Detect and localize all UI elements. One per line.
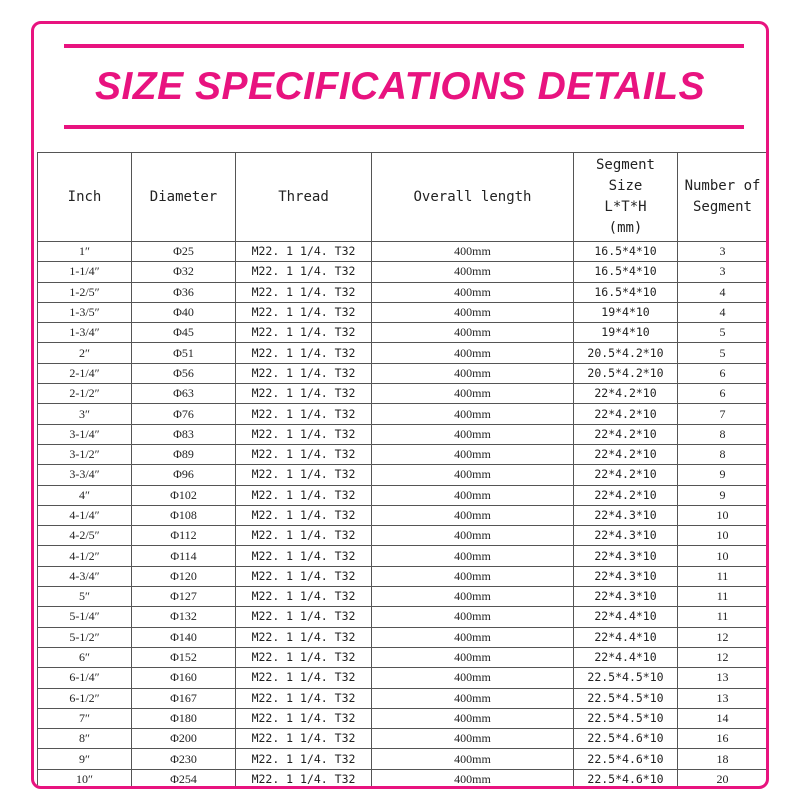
overall-length-cell: 400mm bbox=[372, 404, 574, 424]
inch-cell: 4-1/2″ bbox=[38, 546, 132, 566]
table-row bbox=[38, 485, 768, 505]
inch-cell: 1-3/5″ bbox=[38, 302, 132, 322]
overall-length-cell: 400mm bbox=[372, 242, 574, 262]
table-row bbox=[38, 343, 768, 363]
segment-count-cell: 8 bbox=[678, 424, 768, 444]
segment-count-cell: 16 bbox=[678, 729, 768, 749]
diameter-cell: Φ108 bbox=[132, 505, 236, 525]
inch-cell: 3-1/4″ bbox=[38, 424, 132, 444]
segment-size-cell: 22*4.3*10 bbox=[574, 587, 678, 607]
diameter-cell: Φ180 bbox=[132, 708, 236, 728]
diameter-cell: Φ40 bbox=[132, 302, 236, 322]
segment-count-cell: 4 bbox=[678, 282, 768, 302]
thread-cell: M22. 1 1/4. T32 bbox=[236, 343, 372, 363]
inch-cell: 6″ bbox=[38, 647, 132, 667]
thread-cell: M22. 1 1/4. T32 bbox=[236, 384, 372, 404]
table-row bbox=[38, 668, 768, 688]
diameter-cell: Φ56 bbox=[132, 363, 236, 383]
thread-cell: M22. 1 1/4. T32 bbox=[236, 769, 372, 789]
segment-count-cell: 11 bbox=[678, 607, 768, 627]
diameter-cell: Φ36 bbox=[132, 282, 236, 302]
table-row bbox=[38, 465, 768, 485]
segment-count-cell: 12 bbox=[678, 647, 768, 667]
overall-length-cell: 400mm bbox=[372, 485, 574, 505]
segment-size-cell: 22*4.2*10 bbox=[574, 404, 678, 424]
title-bottom-rule bbox=[64, 125, 744, 129]
overall-length-cell: 400mm bbox=[372, 647, 574, 667]
segment-size-cell: 22*4.3*10 bbox=[574, 526, 678, 546]
thread-cell: M22. 1 1/4. T32 bbox=[236, 587, 372, 607]
thread-cell: M22. 1 1/4. T32 bbox=[236, 708, 372, 728]
thread-cell: M22. 1 1/4. T32 bbox=[236, 566, 372, 586]
overall-length-cell: 400mm bbox=[372, 465, 574, 485]
inch-cell: 1″ bbox=[38, 242, 132, 262]
diameter-cell: Φ160 bbox=[132, 668, 236, 688]
diameter-cell: Φ51 bbox=[132, 343, 236, 363]
table-row bbox=[38, 302, 768, 322]
inch-cell: 4-2/5″ bbox=[38, 526, 132, 546]
segment-count-cell: 6 bbox=[678, 363, 768, 383]
segment-size-cell: 22*4.2*10 bbox=[574, 465, 678, 485]
segment-size-cell: 16.5*4*10 bbox=[574, 242, 678, 262]
diameter-cell: Φ102 bbox=[132, 485, 236, 505]
table-row bbox=[38, 627, 768, 647]
overall-length-cell: 400mm bbox=[372, 607, 574, 627]
thread-cell: M22. 1 1/4. T32 bbox=[236, 526, 372, 546]
table-row bbox=[38, 444, 768, 464]
overall-length-cell: 400mm bbox=[372, 262, 574, 282]
overall-length-cell: 400mm bbox=[372, 424, 574, 444]
thread-cell: M22. 1 1/4. T32 bbox=[236, 424, 372, 444]
table-row bbox=[38, 607, 768, 627]
inch-cell: 5-1/4″ bbox=[38, 607, 132, 627]
overall-length-cell: 400mm bbox=[372, 729, 574, 749]
diameter-cell: Φ45 bbox=[132, 323, 236, 343]
thread-cell: M22. 1 1/4. T32 bbox=[236, 302, 372, 322]
segment-size-cell: 22*4.2*10 bbox=[574, 444, 678, 464]
table-row bbox=[38, 526, 768, 546]
table-row bbox=[38, 384, 768, 404]
header-segment-size bbox=[574, 153, 678, 242]
thread-cell: M22. 1 1/4. T32 bbox=[236, 749, 372, 769]
overall-length-cell: 400mm bbox=[372, 546, 574, 566]
overall-length-cell: 400mm bbox=[372, 444, 574, 464]
diameter-cell: Φ200 bbox=[132, 729, 236, 749]
overall-length-cell: 400mm bbox=[372, 302, 574, 322]
inch-cell: 9″ bbox=[38, 749, 132, 769]
table-row bbox=[38, 749, 768, 769]
overall-length-cell: 400mm bbox=[372, 769, 574, 789]
segment-size-cell: 22*4.3*10 bbox=[574, 566, 678, 586]
diameter-cell: Φ127 bbox=[132, 587, 236, 607]
table-row bbox=[38, 587, 768, 607]
thread-cell: M22. 1 1/4. T32 bbox=[236, 505, 372, 525]
segment-count-cell: 13 bbox=[678, 688, 768, 708]
thread-cell: M22. 1 1/4. T32 bbox=[236, 627, 372, 647]
inch-cell: 2-1/2″ bbox=[38, 384, 132, 404]
thread-cell: M22. 1 1/4. T32 bbox=[236, 546, 372, 566]
header-number-of-segment bbox=[678, 153, 768, 242]
segment-size-cell: 20.5*4.2*10 bbox=[574, 363, 678, 383]
inch-cell: 4-3/4″ bbox=[38, 566, 132, 586]
header-overall-length: Overall length bbox=[372, 153, 574, 242]
table-row bbox=[38, 729, 768, 749]
thread-cell: M22. 1 1/4. T32 bbox=[236, 607, 372, 627]
header-thread: Thread bbox=[236, 153, 372, 242]
table-row bbox=[38, 566, 768, 586]
segment-count-cell: 10 bbox=[678, 546, 768, 566]
overall-length-cell: 400mm bbox=[372, 526, 574, 546]
segment-size-cell: 22.5*4.5*10 bbox=[574, 688, 678, 708]
segment-size-cell: 22*4.2*10 bbox=[574, 384, 678, 404]
inch-cell: 2″ bbox=[38, 343, 132, 363]
segment-size-cell: 22.5*4.6*10 bbox=[574, 729, 678, 749]
inch-cell: 3″ bbox=[38, 404, 132, 424]
header-segment-line-3: L*T*H bbox=[604, 199, 647, 215]
table-header-row bbox=[38, 153, 768, 242]
overall-length-cell: 400mm bbox=[372, 343, 574, 363]
segment-count-cell: 12 bbox=[678, 627, 768, 647]
inch-cell: 10″ bbox=[38, 769, 132, 789]
overall-length-cell: 400mm bbox=[372, 505, 574, 525]
header-number-line-1: Number of bbox=[684, 178, 761, 194]
segment-size-cell: 22*4.2*10 bbox=[574, 485, 678, 505]
header-inch: Inch bbox=[38, 153, 132, 242]
header-number-line-2: Segment bbox=[692, 199, 752, 215]
table-row bbox=[38, 282, 768, 302]
inch-cell: 3-3/4″ bbox=[38, 465, 132, 485]
table-row bbox=[38, 404, 768, 424]
segment-size-cell: 22*4.4*10 bbox=[574, 647, 678, 667]
diameter-cell: Φ167 bbox=[132, 688, 236, 708]
overall-length-cell: 400mm bbox=[372, 363, 574, 383]
table-row bbox=[38, 363, 768, 383]
title-top-rule bbox=[64, 44, 744, 48]
thread-cell: M22. 1 1/4. T32 bbox=[236, 688, 372, 708]
inch-cell: 6-1/4″ bbox=[38, 668, 132, 688]
segment-count-cell: 9 bbox=[678, 465, 768, 485]
segment-count-cell: 5 bbox=[678, 323, 768, 343]
table-row bbox=[38, 769, 768, 789]
diameter-cell: Φ120 bbox=[132, 566, 236, 586]
segment-count-cell: 11 bbox=[678, 587, 768, 607]
header-segment-line-4: (mm) bbox=[608, 220, 643, 236]
inch-cell: 8″ bbox=[38, 729, 132, 749]
thread-cell: M22. 1 1/4. T32 bbox=[236, 485, 372, 505]
table-row bbox=[38, 505, 768, 525]
header-segment-line-1: Segment bbox=[595, 157, 655, 173]
segment-count-cell: 3 bbox=[678, 262, 768, 282]
segment-size-cell: 22*4.4*10 bbox=[574, 607, 678, 627]
segment-size-cell: 22.5*4.5*10 bbox=[574, 708, 678, 728]
thread-cell: M22. 1 1/4. T32 bbox=[236, 729, 372, 749]
segment-size-cell: 22.5*4.6*10 bbox=[574, 749, 678, 769]
inch-cell: 2-1/4″ bbox=[38, 363, 132, 383]
segment-count-cell: 4 bbox=[678, 302, 768, 322]
segment-count-cell: 5 bbox=[678, 343, 768, 363]
inch-cell: 1-1/4″ bbox=[38, 262, 132, 282]
diameter-cell: Φ32 bbox=[132, 262, 236, 282]
segment-count-cell: 13 bbox=[678, 668, 768, 688]
diameter-cell: Φ140 bbox=[132, 627, 236, 647]
diameter-cell: Φ76 bbox=[132, 404, 236, 424]
segment-count-cell: 14 bbox=[678, 708, 768, 728]
table-row bbox=[38, 546, 768, 566]
segment-count-cell: 11 bbox=[678, 566, 768, 586]
thread-cell: M22. 1 1/4. T32 bbox=[236, 262, 372, 282]
overall-length-cell: 400mm bbox=[372, 627, 574, 647]
segment-size-cell: 16.5*4*10 bbox=[574, 262, 678, 282]
spec-table-body bbox=[38, 242, 768, 790]
segment-count-cell: 10 bbox=[678, 526, 768, 546]
segment-count-cell: 18 bbox=[678, 749, 768, 769]
segment-count-cell: 8 bbox=[678, 444, 768, 464]
table-row bbox=[38, 323, 768, 343]
overall-length-cell: 400mm bbox=[372, 323, 574, 343]
diameter-cell: Φ83 bbox=[132, 424, 236, 444]
overall-length-cell: 400mm bbox=[372, 668, 574, 688]
spec-table bbox=[37, 152, 768, 789]
overall-length-cell: 400mm bbox=[372, 384, 574, 404]
segment-count-cell: 20 bbox=[678, 769, 768, 789]
diameter-cell: Φ132 bbox=[132, 607, 236, 627]
inch-cell: 1-2/5″ bbox=[38, 282, 132, 302]
table-row bbox=[38, 424, 768, 444]
inch-cell: 4″ bbox=[38, 485, 132, 505]
diameter-cell: Φ114 bbox=[132, 546, 236, 566]
overall-length-cell: 400mm bbox=[372, 688, 574, 708]
inch-cell: 4-1/4″ bbox=[38, 505, 132, 525]
table-row bbox=[38, 647, 768, 667]
thread-cell: M22. 1 1/4. T32 bbox=[236, 668, 372, 688]
segment-count-cell: 7 bbox=[678, 404, 768, 424]
overall-length-cell: 400mm bbox=[372, 566, 574, 586]
page-title: SIZE SPECIFICATIONS DETAILS bbox=[94, 65, 706, 108]
inch-cell: 5-1/2″ bbox=[38, 627, 132, 647]
diameter-cell: Φ25 bbox=[132, 242, 236, 262]
thread-cell: M22. 1 1/4. T32 bbox=[236, 363, 372, 383]
table-row bbox=[38, 688, 768, 708]
table-row bbox=[38, 242, 768, 262]
segment-size-cell: 22*4.3*10 bbox=[574, 546, 678, 566]
inch-cell: 5″ bbox=[38, 587, 132, 607]
diameter-cell: Φ152 bbox=[132, 647, 236, 667]
segment-size-cell: 22*4.3*10 bbox=[574, 505, 678, 525]
header-segment-line-2: Size bbox=[608, 178, 643, 194]
table-row bbox=[38, 708, 768, 728]
segment-size-cell: 19*4*10 bbox=[574, 323, 678, 343]
overall-length-cell: 400mm bbox=[372, 708, 574, 728]
thread-cell: M22. 1 1/4. T32 bbox=[236, 323, 372, 343]
header-diameter: Diameter bbox=[132, 153, 236, 242]
thread-cell: M22. 1 1/4. T32 bbox=[236, 282, 372, 302]
segment-count-cell: 3 bbox=[678, 242, 768, 262]
thread-cell: M22. 1 1/4. T32 bbox=[236, 647, 372, 667]
segment-size-cell: 20.5*4.2*10 bbox=[574, 343, 678, 363]
diameter-cell: Φ112 bbox=[132, 526, 236, 546]
table-row bbox=[38, 262, 768, 282]
inch-cell: 7″ bbox=[38, 708, 132, 728]
inch-cell: 1-3/4″ bbox=[38, 323, 132, 343]
segment-size-cell: 22*4.4*10 bbox=[574, 627, 678, 647]
segment-count-cell: 9 bbox=[678, 485, 768, 505]
segment-size-cell: 22*4.2*10 bbox=[574, 424, 678, 444]
inch-cell: 6-1/2″ bbox=[38, 688, 132, 708]
spec-frame bbox=[31, 21, 769, 789]
overall-length-cell: 400mm bbox=[372, 587, 574, 607]
thread-cell: M22. 1 1/4. T32 bbox=[236, 242, 372, 262]
thread-cell: M22. 1 1/4. T32 bbox=[236, 465, 372, 485]
inch-cell: 3-1/2″ bbox=[38, 444, 132, 464]
overall-length-cell: 400mm bbox=[372, 282, 574, 302]
segment-count-cell: 6 bbox=[678, 384, 768, 404]
overall-length-cell: 400mm bbox=[372, 749, 574, 769]
segment-size-cell: 22.5*4.5*10 bbox=[574, 668, 678, 688]
segment-size-cell: 22.5*4.6*10 bbox=[574, 769, 678, 789]
segment-count-cell: 10 bbox=[678, 505, 768, 525]
segment-size-cell: 16.5*4*10 bbox=[574, 282, 678, 302]
thread-cell: M22. 1 1/4. T32 bbox=[236, 404, 372, 424]
thread-cell: M22. 1 1/4. T32 bbox=[236, 444, 372, 464]
segment-size-cell: 19*4*10 bbox=[574, 302, 678, 322]
diameter-cell: Φ254 bbox=[132, 769, 236, 789]
diameter-cell: Φ89 bbox=[132, 444, 236, 464]
diameter-cell: Φ63 bbox=[132, 384, 236, 404]
diameter-cell: Φ96 bbox=[132, 465, 236, 485]
diameter-cell: Φ230 bbox=[132, 749, 236, 769]
